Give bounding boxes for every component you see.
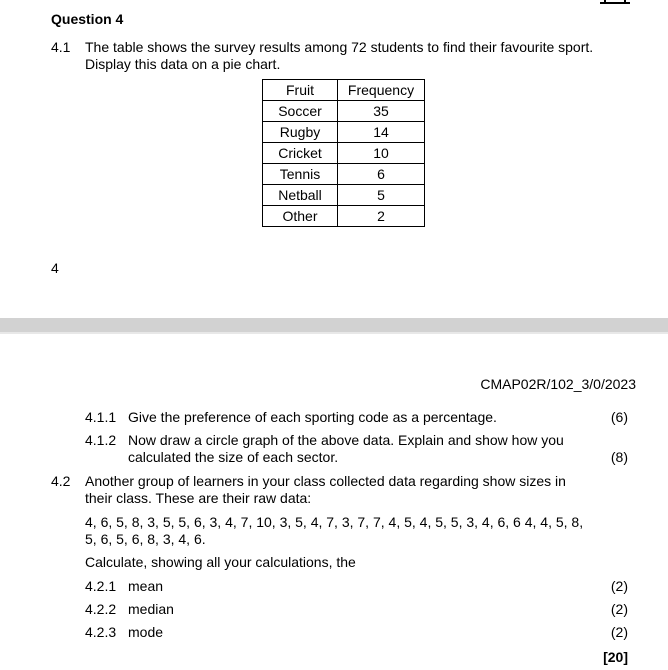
frequency-table (262, 79, 425, 227)
item-4-1-2-number: 4.1.2 (85, 432, 117, 448)
table-cell-sport: Cricket (263, 143, 338, 164)
page-2 (0, 334, 668, 670)
table-cell-frequency: 6 (338, 164, 425, 185)
table-row (263, 206, 425, 227)
document-code: CMAP02R/102_3/0/2023 (480, 376, 636, 392)
item-4-2-1-mark: (2) (610, 578, 628, 594)
column-header-fruit: Fruit (263, 80, 338, 101)
item-4-2-3-number: 4.2.3 (85, 624, 117, 640)
question-4-2-number: 4.2 (51, 473, 71, 489)
calculate-instruction: Calculate, showing all your calculations, the (85, 554, 356, 570)
page-number: 4 (51, 260, 59, 276)
table-row (263, 164, 425, 185)
item-4-2-2-text: median (128, 601, 174, 617)
item-4-1-2-mark: (8) (610, 449, 628, 465)
table-row (263, 101, 425, 122)
question-number: 4.1 (51, 39, 71, 55)
item-4-2-3-text: mode (128, 624, 164, 640)
table-cell-sport: Rugby (263, 122, 338, 143)
table-cell-sport: Other (263, 206, 338, 227)
column-header-frequency: Frequency (338, 80, 425, 101)
table-row (263, 185, 425, 206)
total-marks: [20] (603, 649, 628, 665)
raw-data: 4, 6, 5, 8, 3, 5, 5, 6, 3, 4, 7, 10, 3, 5, 4, 7, 3, 7, 7, 4, 5, 4, 5, 5, 3, 4, 6, 6 4, 4, 5, 8, 5, 6, 5, 6, 8, 3, 4, 6. (85, 514, 584, 547)
question-4-2-text: Another group of learners in your class collected data regarding show sizes in their class. These are their raw data: (85, 473, 566, 506)
question-text: The table shows the survey results among 72 students to find their favourite sport. Display this data on a pie chart. (85, 39, 594, 72)
table-header-row (263, 80, 425, 101)
table-row (263, 143, 425, 164)
item-4-2-2-mark: (2) (610, 601, 628, 617)
table-cell-frequency: 14 (338, 122, 425, 143)
question-heading: Question 4 (51, 11, 124, 27)
table-cell-sport: Netball (263, 185, 338, 206)
item-4-1-1-text: Give the preference of each sporting code as a percentage. (128, 409, 497, 425)
table-cell-frequency: 35 (338, 101, 425, 122)
table-cell-sport: Soccer (263, 101, 338, 122)
table-cell-frequency: 5 (338, 185, 425, 206)
item-4-2-1-text: mean (128, 578, 164, 594)
item-4-2-3-mark: (2) (610, 624, 628, 640)
table-cell-frequency: 10 (338, 143, 425, 164)
page-1 (0, 0, 668, 318)
table-row (263, 122, 425, 143)
item-4-2-2-number: 4.2.2 (85, 601, 117, 617)
page-separator (0, 318, 668, 332)
item-4-1-1-mark: (6) (610, 409, 628, 425)
item-4-1-1-number: 4.1.1 (85, 409, 117, 425)
previous-page-mark (600, 0, 630, 4)
item-4-1-2-text: Now draw a circle graph of the above data. Explain and show how you calculated the size of each sector. (128, 432, 564, 465)
table-cell-sport: Tennis (263, 164, 338, 185)
table-cell-frequency: 2 (338, 206, 425, 227)
item-4-2-1-number: 4.2.1 (85, 578, 117, 594)
